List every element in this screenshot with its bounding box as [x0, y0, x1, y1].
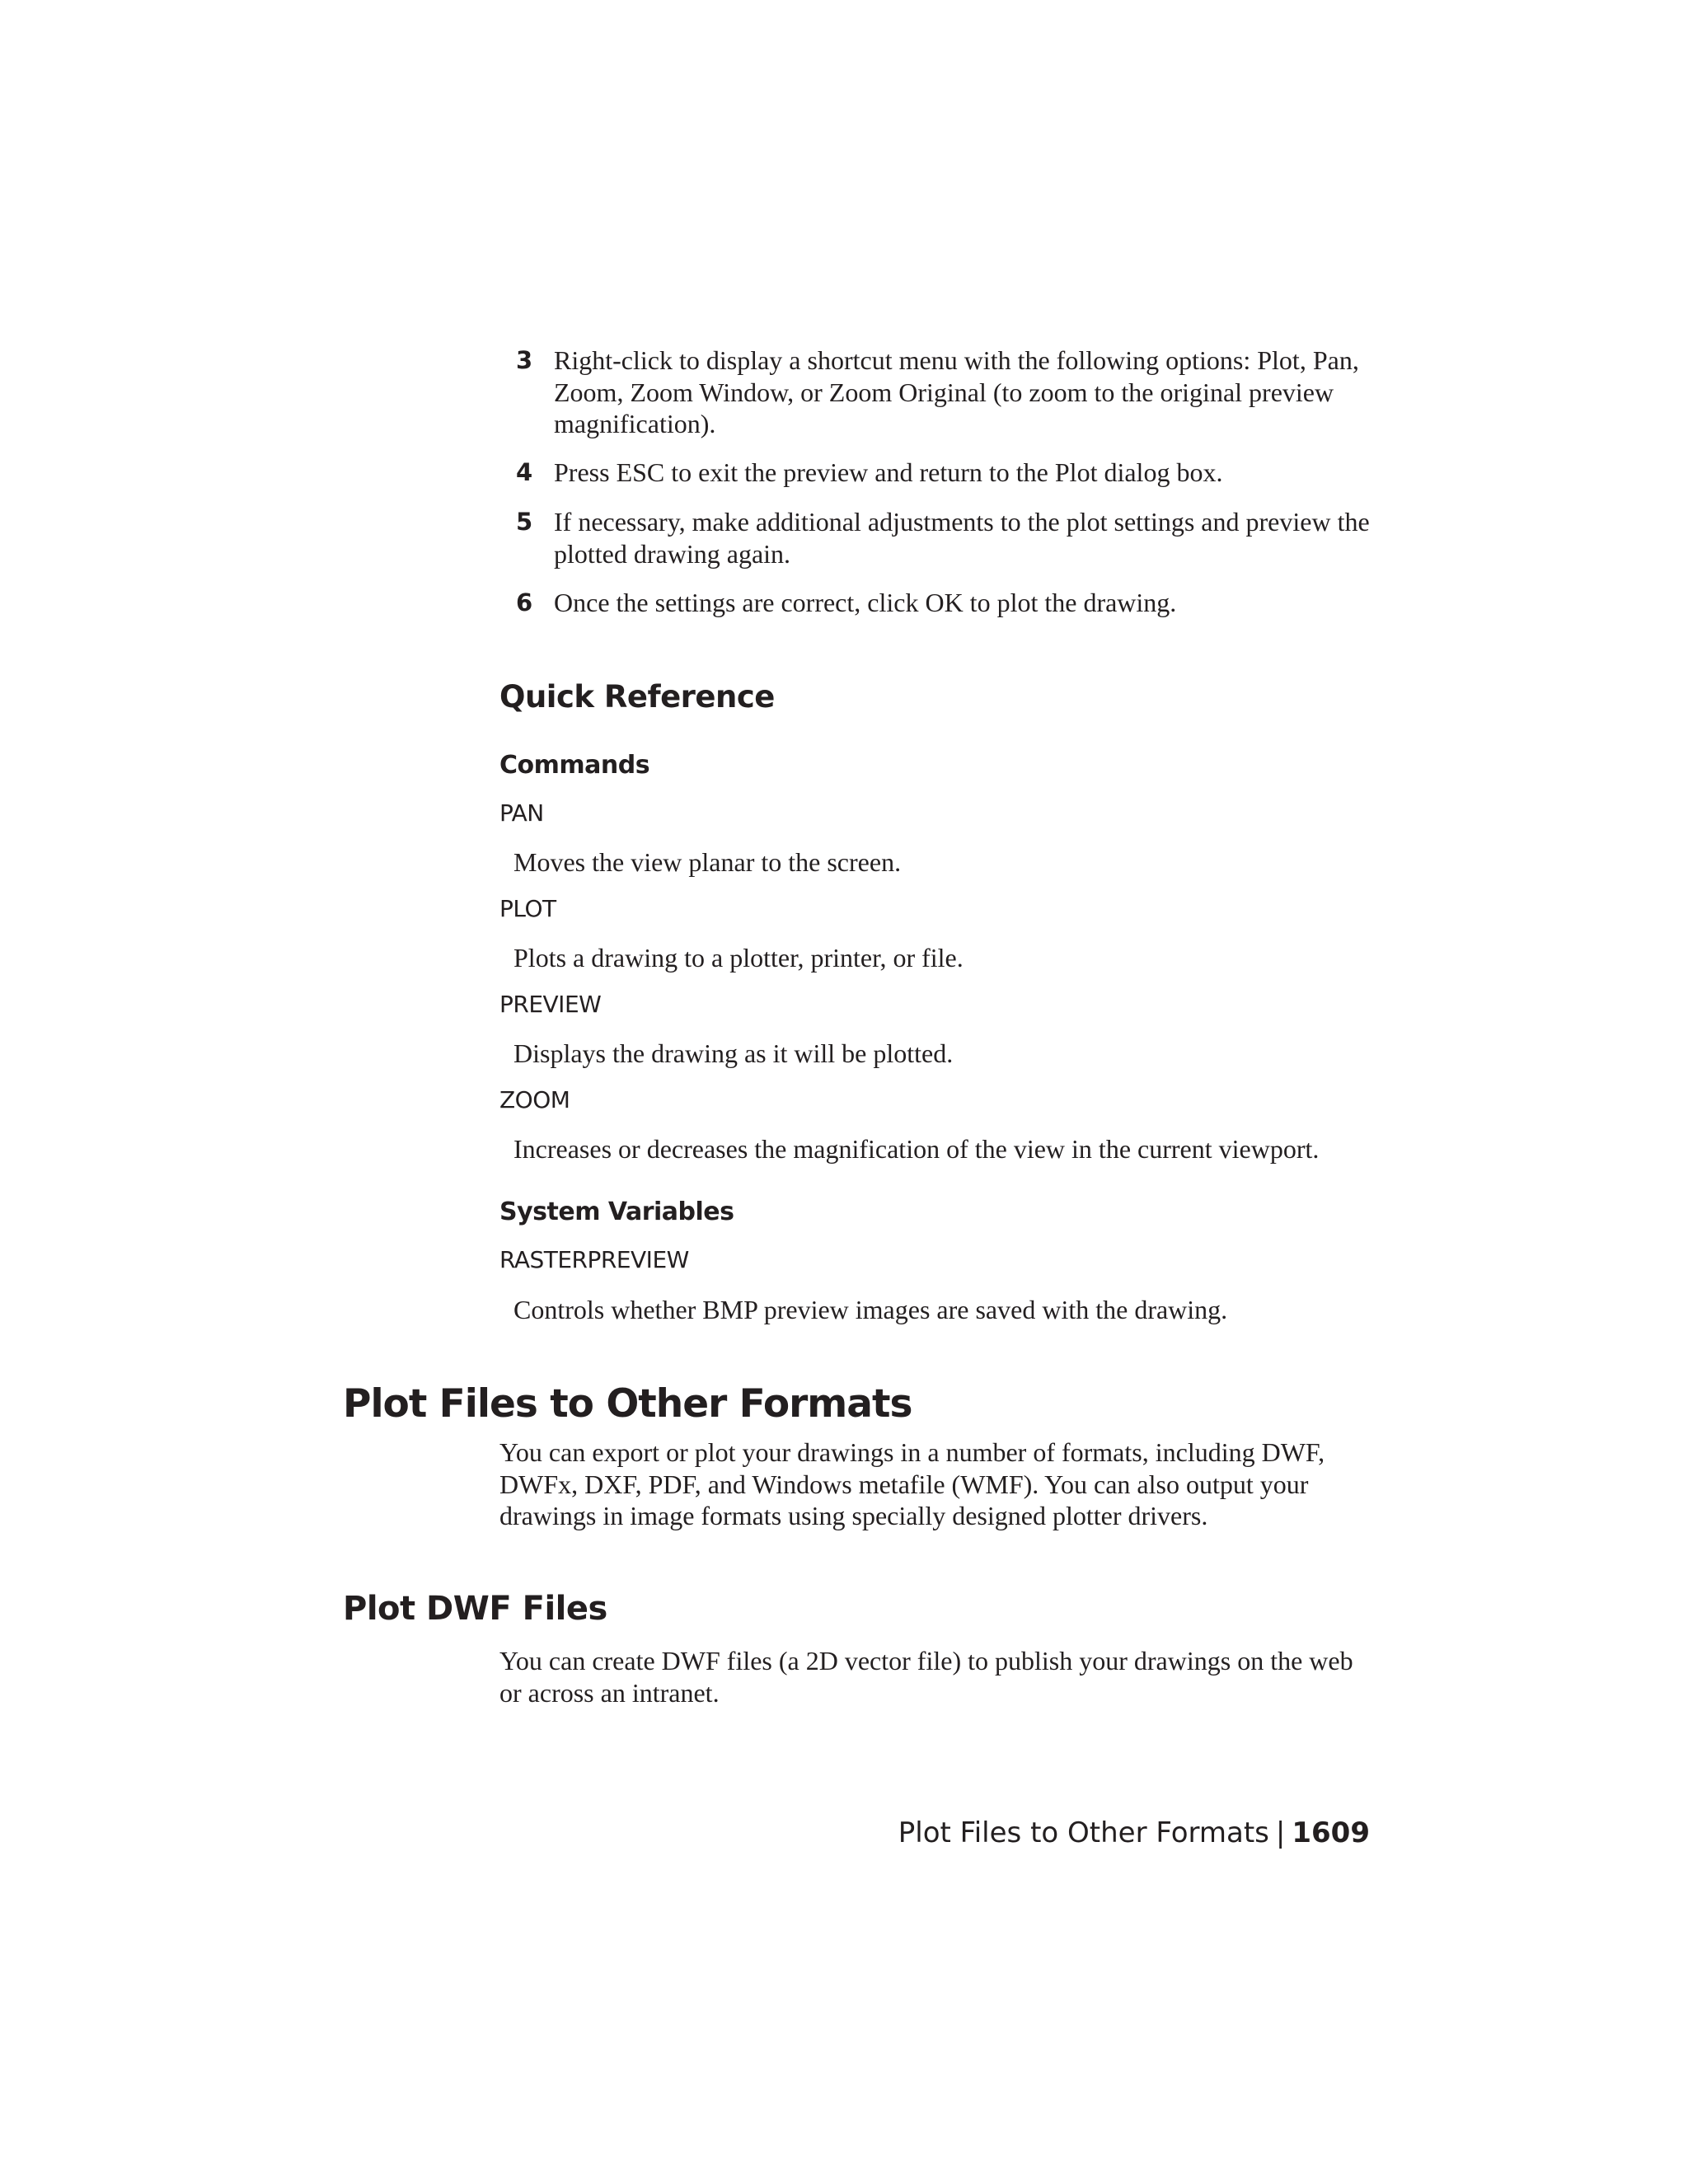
step-text: Right-click to display a shortcut menu with the following options: Plot, Pan, Zoom, Zoom Window, or Zoom Original (to zoom to the original preview magnification). [554, 345, 1359, 438]
section-paragraph: You can create DWF files (a 2D vector file) to publish your drawings on the web or across an intranet. [499, 1646, 1353, 1708]
command-name[interactable]: PLOT [499, 895, 556, 922]
command-description: Moves the view planar to the screen. [513, 847, 902, 877]
page-number: 1609 [1292, 1816, 1370, 1849]
system-variables-heading: System Variables [499, 1197, 734, 1226]
command-name[interactable]: ZOOM [499, 1086, 570, 1113]
command-description: Plots a drawing to a plotter, printer, or file. [513, 943, 964, 972]
commands-heading: Commands [499, 751, 650, 780]
page-footer [898, 1816, 1370, 1850]
step-text: If necessary, make additional adjustments to the plot settings and preview the plotted drawing again. [554, 507, 1370, 569]
quick-reference-heading: Quick Reference [499, 679, 775, 715]
command-description: Displays the drawing as it will be plotted. [513, 1038, 954, 1068]
command-name[interactable]: PAN [499, 799, 544, 827]
system-variable-name[interactable]: RASTERPREVIEW [499, 1246, 689, 1273]
step-number: 5 [516, 508, 533, 536]
step-number: 3 [516, 346, 533, 374]
footer-title: Plot Files to Other Formats [898, 1816, 1269, 1849]
step-text: Once the settings are correct, click OK to plot the drawing. [554, 588, 1177, 617]
command-description: Increases or decreases the magnification of the view in the current viewport. [513, 1134, 1320, 1164]
system-variable-description: Controls whether BMP preview images are saved with the drawing. [513, 1295, 1228, 1324]
footer-separator: | [1275, 1816, 1286, 1849]
section-paragraph: You can export or plot your drawings in a number of formats, including DWF, DWFx, DXF, PDF, and Windows metafile (WMF). You can also output your drawings in image formats using specially designed plotter drivers. [499, 1437, 1325, 1530]
section-heading: Plot DWF Files [343, 1590, 607, 1628]
section-heading: Plot Files to Other Formats [343, 1381, 912, 1427]
step-text: Press ESC to exit the preview and return to the Plot dialog box. [554, 457, 1223, 487]
step-number: 6 [516, 588, 533, 616]
step-number: 4 [516, 458, 533, 486]
command-name[interactable]: PREVIEW [499, 991, 602, 1018]
